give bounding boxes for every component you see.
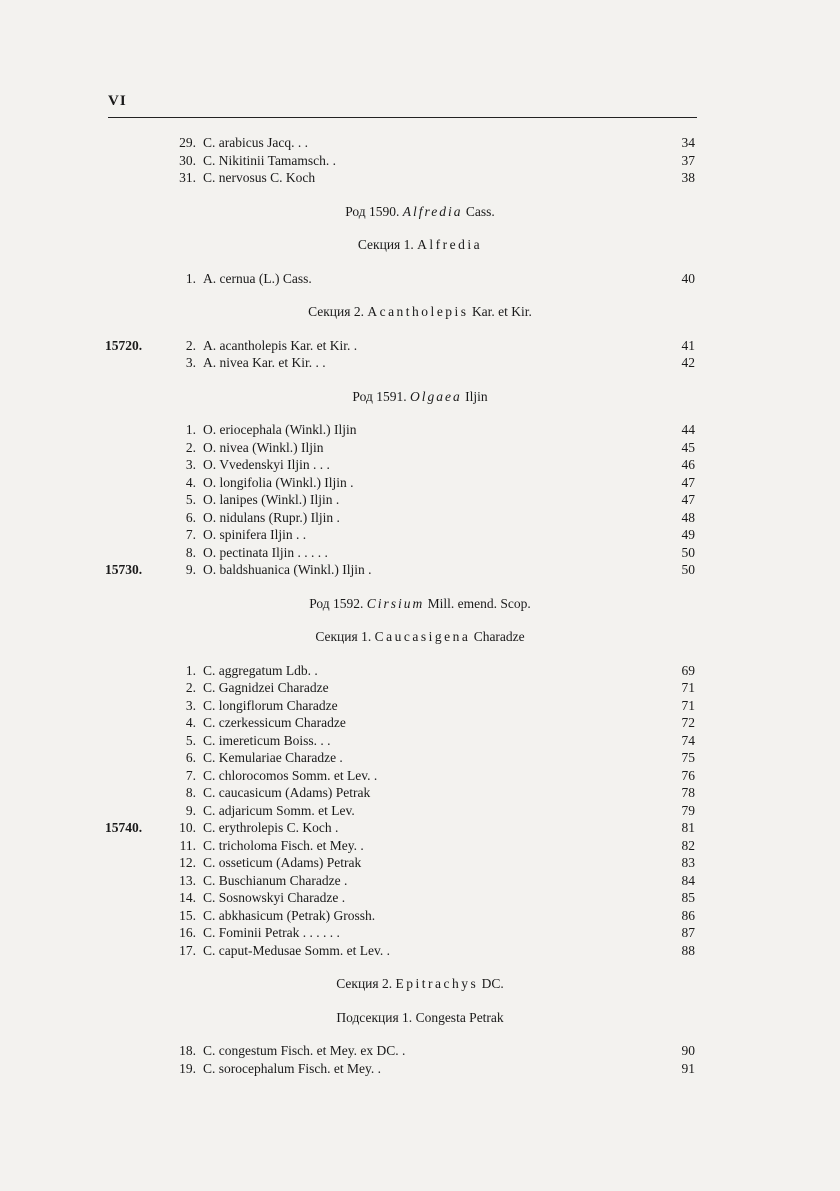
entry-page: 41 [681, 337, 695, 353]
toc-entry [0, 732, 840, 750]
entry-number: 5. [185, 732, 196, 748]
toc-entry [0, 421, 840, 439]
toc-entry [0, 802, 840, 820]
section-name: Acantholepis [367, 304, 469, 319]
toc-entry [0, 907, 840, 925]
heading-author: Mill. emend. Scop. [427, 595, 531, 611]
toc-entry [0, 474, 840, 492]
entry-number: 18. [179, 1043, 196, 1058]
entry-number: 2. [185, 337, 196, 353]
section-heading [0, 236, 840, 254]
entry-page: 75 [681, 750, 695, 765]
entry-page: 90 [681, 1043, 695, 1058]
toc-entry [0, 509, 840, 527]
entry-page: 38 [681, 170, 695, 185]
species-name: C. erythrolepis C. Koch . [203, 820, 339, 835]
toc-entry [0, 1042, 840, 1060]
section-heading [0, 628, 840, 646]
spacer [0, 612, 840, 628]
entry-page: 47 [681, 492, 695, 507]
species-name: O. nivea (Winkl.) Iljin [203, 439, 324, 455]
entry-number: 10. [179, 820, 196, 835]
entry-page: 72 [681, 715, 695, 730]
genus-name: Olgaea [409, 388, 462, 404]
entry-number: 4. [185, 715, 196, 730]
toc-entry [0, 679, 840, 697]
species-name: C. caput-Medusae Somm. et Lev. . [203, 942, 390, 958]
entry-page: 87 [681, 925, 695, 940]
heading-author: DC. [481, 976, 504, 991]
entry-number: 5. [185, 492, 196, 507]
entry-page: 37 [681, 152, 695, 168]
species-name: O. pectinata Iljin . . . . . [203, 544, 328, 560]
species-name: C. Buschianum Charadze . [203, 872, 348, 888]
toc-entry [0, 819, 840, 837]
spacer [0, 405, 840, 421]
species-name: C. nervosus C. Koch [203, 170, 316, 185]
entry-page: 76 [681, 767, 695, 783]
heading-prefix: Секция 2. [308, 304, 364, 319]
species-name: C. aggregatum Ldb. . [203, 662, 318, 678]
entry-page: 42 [681, 355, 695, 370]
toc-entry [0, 837, 840, 855]
toc-entry [0, 491, 840, 509]
toc-entry [0, 439, 840, 457]
entry-page: 34 [681, 135, 695, 150]
species-name: O. spinifera Iljin . . [203, 527, 307, 542]
section-heading [0, 595, 840, 613]
entry-page: 44 [681, 422, 695, 437]
entry-number: 15. [179, 907, 196, 923]
section-heading [0, 1009, 840, 1027]
entry-number: 3. [185, 697, 196, 713]
species-name: A. acantholepis Kar. et Kir. . [203, 337, 358, 353]
entry-number: 4. [185, 474, 196, 490]
section-heading [0, 975, 840, 993]
entry-page: 47 [681, 474, 695, 490]
entry-number: 7. [185, 527, 196, 542]
table-of-contents [0, 134, 840, 1077]
entry-page: 88 [681, 942, 695, 958]
section-name: Alfredia [417, 237, 483, 252]
entry-number: 16. [179, 925, 196, 940]
toc-entry [0, 662, 840, 680]
entry-page: 85 [681, 890, 695, 905]
entry-number: 12. [179, 855, 196, 870]
entry-page: 50 [681, 544, 695, 560]
species-name: O. eriocephala (Winkl.) Iljin [203, 422, 357, 437]
entry-number: 2. [185, 439, 196, 455]
toc-entry [0, 942, 840, 960]
heading-prefix: Род 1592. [309, 595, 364, 611]
entry-page: 45 [681, 439, 695, 455]
species-name: C. Fominii Petrak . . . . . . [203, 925, 340, 940]
species-name: C. abkhasicum (Petrak) Grossh. [203, 907, 376, 923]
species-name: C. czerkessicum Charadze [203, 715, 346, 730]
genus-name: Alfredia [402, 203, 463, 219]
entry-code: 15720. [105, 337, 143, 353]
spacer [0, 993, 840, 1009]
toc-entry [0, 924, 840, 942]
entry-number: 1. [185, 270, 196, 286]
toc-entry [0, 270, 840, 288]
entry-number: 30. [179, 152, 196, 168]
toc-entry [0, 456, 840, 474]
entry-code: 15740. [105, 820, 143, 835]
entry-page: 69 [681, 662, 695, 678]
species-name: C. Nikitinii Tamamsch. . [203, 152, 337, 168]
species-name: C. Gagnidzei Charadze [203, 680, 329, 695]
spacer [0, 579, 840, 595]
section-heading [0, 388, 840, 406]
toc-entry [0, 784, 840, 802]
species-name: A. cernua (L.) Cass. [203, 270, 312, 286]
entry-number: 14. [179, 890, 196, 905]
toc-entry [0, 767, 840, 785]
entry-page: 48 [681, 509, 695, 525]
species-name: C. osseticum (Adams) Petrak [203, 855, 362, 870]
section-heading [0, 303, 840, 321]
entry-page: 91 [681, 1060, 695, 1076]
entry-page: 74 [681, 732, 695, 748]
entry-number: 6. [185, 750, 196, 765]
toc-entry [0, 1060, 840, 1078]
entry-page: 46 [681, 457, 695, 472]
toc-entry [0, 872, 840, 890]
header-rule [108, 117, 697, 118]
entry-number: 2. [185, 680, 196, 695]
entry-code: 15730. [105, 562, 143, 577]
entry-number: 11. [179, 837, 196, 853]
toc-entry [0, 854, 840, 872]
species-name: C. caucasicum (Adams) Petrak [203, 785, 371, 800]
toc-entry [0, 561, 840, 579]
heading-prefix: Секция 1. [357, 237, 414, 252]
toc-entry [0, 337, 840, 355]
entry-number: 1. [185, 662, 196, 678]
entry-number: 3. [185, 457, 196, 472]
spacer [0, 321, 840, 337]
species-name: C. Sosnowskyi Charadze . [203, 890, 346, 905]
spacer [0, 254, 840, 270]
spacer [0, 187, 840, 203]
heading-author: Charadze [473, 629, 525, 644]
genus-name: Cirsium [366, 595, 425, 611]
species-name: O. lanipes (Winkl.) Iljin . [203, 492, 340, 507]
entry-page: 71 [681, 680, 695, 695]
entry-page: 84 [681, 872, 695, 888]
entry-page: 40 [681, 270, 695, 286]
entry-number: 31. [179, 170, 196, 185]
entry-number: 29. [179, 135, 196, 150]
heading-prefix: Род 1591. [352, 388, 407, 404]
entry-page: 83 [681, 855, 695, 870]
entry-page: 49 [681, 527, 695, 542]
spacer [0, 372, 840, 388]
heading-author: Kar. et Kir. [471, 304, 532, 319]
species-name: C. Kemulariae Charadze . [203, 750, 343, 765]
entry-number: 17. [179, 942, 196, 958]
species-name: C. imereticum Boiss. . . [203, 732, 331, 748]
entry-page: 86 [681, 907, 695, 923]
heading-author: Cass. [465, 203, 495, 219]
spacer [0, 646, 840, 662]
entry-number: 13. [179, 872, 196, 888]
toc-entry [0, 354, 840, 372]
page-number-label: VI [108, 93, 127, 109]
heading-author: Iljin [465, 388, 488, 404]
entry-page: 79 [681, 802, 695, 818]
entry-page: 71 [681, 697, 695, 713]
entry-number: 8. [185, 785, 196, 800]
heading-author: Congesta Petrak [415, 1009, 504, 1025]
species-name: C. sorocephalum Fisch. et Mey. . [203, 1060, 381, 1076]
species-name: O. longifolia (Winkl.) Iljin . [203, 474, 354, 490]
toc-entry [0, 134, 840, 152]
species-name: O. Vvedenskyi Iljin . . . [203, 457, 330, 472]
section-heading [0, 203, 840, 221]
spacer [0, 1026, 840, 1042]
toc-entry [0, 526, 840, 544]
entry-page: 50 [681, 562, 695, 577]
species-name: C. chlorocomos Somm. et Lev. . [203, 767, 378, 783]
section-name: Caucasigena [374, 629, 471, 644]
heading-prefix: Секция 1. [315, 629, 372, 644]
species-name: C. adjaricum Somm. et Lev. [203, 802, 355, 818]
entry-number: 7. [185, 767, 196, 783]
toc-entry [0, 544, 840, 562]
toc-entry [0, 749, 840, 767]
entry-page: 82 [681, 837, 695, 853]
species-name: C. tricholoma Fisch. et Mey. . [203, 837, 364, 853]
entry-number: 19. [179, 1060, 196, 1076]
heading-prefix: Род 1590. [345, 203, 400, 219]
species-name: O. nidulans (Rupr.) Iljin . [203, 509, 340, 525]
entry-number: 1. [185, 422, 196, 437]
entry-number: 6. [185, 509, 196, 525]
heading-prefix: Секция 2. [336, 976, 393, 991]
species-name: A. nivea Kar. et Kir. . . [203, 355, 326, 370]
section-name: Epitrachys [395, 976, 479, 991]
toc-entry [0, 714, 840, 732]
toc-entry [0, 889, 840, 907]
entry-page: 78 [681, 785, 695, 800]
heading-prefix: Подсекция 1. [336, 1009, 413, 1025]
species-name: C. congestum Fisch. et Mey. ex DC. . [203, 1043, 406, 1058]
toc-entry [0, 169, 840, 187]
entry-number: 8. [185, 544, 196, 560]
entry-page: 81 [681, 820, 695, 835]
species-name: O. baldshuanica (Winkl.) Iljin . [203, 562, 372, 577]
spacer [0, 287, 840, 303]
species-name: C. longiflorum Charadze [203, 697, 338, 713]
entry-number: 9. [185, 802, 196, 818]
spacer [0, 220, 840, 236]
species-name: C. arabicus Jacq. . . [203, 135, 308, 150]
toc-entry [0, 152, 840, 170]
toc-entry [0, 697, 840, 715]
entry-number: 9. [185, 562, 196, 577]
spacer [0, 959, 840, 975]
entry-number: 3. [185, 355, 196, 370]
